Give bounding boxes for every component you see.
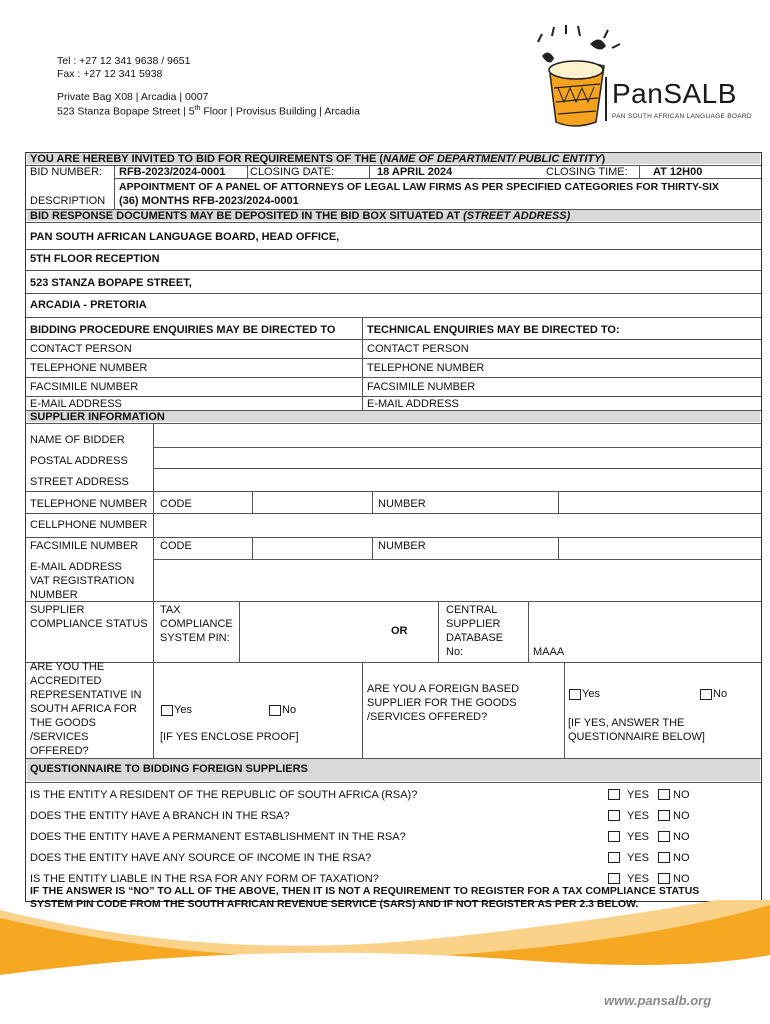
or-label: OR	[391, 625, 408, 637]
vat-label-2: NUMBER	[30, 589, 78, 601]
logo-subtitle: PAN SOUTH AFRICAN LANGUAGE BOARD	[612, 113, 752, 120]
accredited-no-label: No	[282, 704, 297, 716]
foreign-no-label: No	[713, 688, 728, 700]
question-4-no-label: NO	[673, 852, 690, 864]
question-1-no-label: NO	[673, 789, 690, 801]
foreign-line-1: ARE YOU A FOREIGN BASED	[367, 683, 520, 695]
compliance-label-1: SUPPLIER	[30, 604, 85, 616]
accredited-line-5: THE GOODS	[30, 717, 97, 729]
deposit-line-1: PAN SOUTH AFRICAN LANGUAGE BOARD, HEAD OFFICE,	[30, 231, 340, 243]
csd-label-1: CENTRAL	[446, 604, 498, 616]
technical-telephone: TELEPHONE NUMBER	[367, 362, 485, 374]
cellphone-number-label: CELLPHONE NUMBER	[30, 519, 148, 531]
bidding-enquiries-title: BIDDING PROCEDURE ENQUIRIES MAY BE DIRECTED TO	[30, 324, 336, 336]
logo-divider	[605, 77, 607, 121]
postal-address-label: POSTAL ADDRESS	[30, 455, 128, 467]
facsimile-code-label: CODE	[160, 540, 192, 552]
deposit-label: BID RESPONSE DOCUMENTS MAY BE DEPOSITED IN THE BID BOX SITUATED AT (STREET ADDRESS)	[30, 210, 571, 222]
tax-label-2: COMPLIANCE	[160, 618, 233, 630]
invite-text: YOU ARE HEREBY INVITED TO BID FOR REQUIREMENTS OF THE (NAME OF DEPARTMENT/ PUBLIC ENTITY)	[30, 153, 606, 165]
question-5-yes-checkbox[interactable]	[608, 873, 620, 884]
description-label: DESCRIPTION	[30, 195, 106, 207]
bidding-contact-person: CONTACT PERSON	[30, 343, 132, 355]
facsimile-number-label: FACSIMILE NUMBER	[30, 540, 139, 552]
accredited-line-2: ACCREDITED	[30, 675, 102, 687]
question-1-no-checkbox[interactable]	[658, 789, 670, 800]
accredited-line-6: /SERVICES	[30, 731, 89, 743]
question-3-no-checkbox[interactable]	[658, 831, 670, 842]
name-of-bidder-label: NAME OF BIDDER	[30, 434, 125, 446]
enclose-proof-note: [IF YES ENCLOSE PROOF]	[160, 731, 299, 743]
compliance-label-2: COMPLIANCE STATUS	[30, 618, 148, 630]
questionnaire-note-line-2: SYSTEM PIN CODE FROM THE SOUTH AFRICAN REVENUE SERVICE (SARS) AND IF NOT REGISTER AS PER 2.3 BELOW.	[30, 898, 639, 910]
bid-number-label: BID NUMBER:	[30, 166, 103, 178]
question-3-yes-label: YES	[627, 831, 650, 843]
accredited-line-4: SOUTH AFRICA FOR	[30, 703, 137, 715]
supplier-info-title: SUPPLIER INFORMATION	[30, 411, 165, 423]
bid-number-value: RFB-2023/2024-0001	[119, 166, 226, 178]
question-5-no-label: NO	[673, 873, 690, 885]
question-1-yes-label: YES	[627, 789, 650, 801]
question-5: IS THE ENTITY LIABLE IN THE RSA FOR ANY FORM OF TAXATION?	[30, 873, 379, 885]
question-1-yes-checkbox[interactable]	[608, 789, 620, 800]
facsimile-number-sublabel: NUMBER	[378, 540, 426, 552]
question-4-no-checkbox[interactable]	[658, 852, 670, 863]
accredited-yes-checkbox[interactable]	[161, 705, 173, 716]
maaa-prefix: MAAA	[533, 646, 565, 658]
header-address-2: 523 Stanza Bopape Street | 5th Floor | Provisus Building | Arcadia	[57, 105, 360, 118]
deposit-line-2: 5TH FLOOR RECEPTION	[30, 253, 160, 265]
logo-name: PanSALB	[612, 78, 737, 109]
description-line-1: APPOINTMENT OF A PANEL OF ATTORNEYS OF LEGAL LAW FIRMS AS PER SPECIFIED CATEGORIES FOR THIRTY-SIX	[119, 181, 719, 193]
vat-label-1: VAT REGISTRATION	[30, 575, 135, 587]
questionnaire-title: QUESTIONNAIRE TO BIDDING FOREIGN SUPPLIERS	[30, 763, 308, 775]
closing-date-label: CLOSING DATE:	[250, 166, 335, 178]
description-line-2: (36) MONTHS RFB-2023/2024-0001	[119, 195, 299, 207]
question-3-yes-checkbox[interactable]	[608, 831, 620, 842]
question-2-yes-checkbox[interactable]	[608, 810, 620, 821]
questionnaire-note-2: QUESTIONNAIRE BELOW]	[568, 731, 705, 743]
question-4-yes-label: YES	[627, 852, 650, 864]
header-address-1: Private Bag X08 | Arcadia | 0007	[57, 91, 209, 103]
bidding-facsimile: FACSIMILE NUMBER	[30, 381, 139, 393]
csd-label-3: DATABASE	[446, 632, 504, 644]
technical-facsimile: FACSIMILE NUMBER	[367, 381, 476, 393]
bidding-telephone: TELEPHONE NUMBER	[30, 362, 148, 374]
street-address-label: STREET ADDRESS	[30, 476, 129, 488]
accredited-line-3: REPRESENTATIVE IN	[30, 689, 142, 701]
tax-label-3: SYSTEM PIN:	[160, 632, 230, 644]
foreign-line-3: /SERVICES OFFERED?	[367, 711, 488, 723]
footer-url[interactable]: www.pansalb.org	[604, 993, 712, 1008]
bid-form	[25, 152, 762, 910]
question-2: DOES THE ENTITY HAVE A BRANCH IN THE RSA?	[30, 810, 290, 822]
tax-label-1: TAX	[160, 604, 181, 616]
telephone-number-label: TELEPHONE NUMBER	[30, 498, 148, 510]
telephone-code-label: CODE	[160, 498, 192, 510]
question-2-yes-label: YES	[627, 810, 650, 822]
closing-date-value: 18 APRIL 2024	[377, 166, 453, 178]
question-3: DOES THE ENTITY HAVE A PERMANENT ESTABLISHMENT IN THE RSA?	[30, 831, 406, 843]
technical-enquiries-title: TECHNICAL ENQUIRIES MAY BE DIRECTED TO:	[367, 324, 620, 336]
questionnaire-note-line-1: IF THE ANSWER IS “NO” TO ALL OF THE ABOVE, THEN IT IS NOT A REQUIREMENT TO REGISTER FOR A TAX COMPLIANCE STATUS	[30, 885, 700, 897]
header-tel: Tel : +27 12 341 9638 / 9651	[57, 55, 191, 67]
foreign-no-checkbox[interactable]	[700, 689, 712, 700]
foreign-yes-label: Yes	[582, 688, 600, 700]
accredited-yes-label: Yes	[174, 704, 192, 716]
question-2-no-label: NO	[673, 810, 690, 822]
accredited-no-checkbox[interactable]	[269, 705, 281, 716]
question-5-yes-label: YES	[627, 873, 650, 885]
questionnaire-note-1: [IF YES, ANSWER THE	[568, 717, 685, 729]
header-fax: Fax : +27 12 341 5938	[57, 68, 163, 80]
deposit-line-3: 523 STANZA BOPAPE STREET,	[30, 277, 192, 289]
technical-email: E-MAIL ADDRESS	[367, 398, 459, 410]
closing-time-value: AT 12H00	[653, 166, 703, 178]
bidding-email: E-MAIL ADDRESS	[30, 398, 122, 410]
question-4: DOES THE ENTITY HAVE ANY SOURCE OF INCOME IN THE RSA?	[30, 852, 372, 864]
question-4-yes-checkbox[interactable]	[608, 852, 620, 863]
closing-time-label: CLOSING TIME:	[546, 166, 628, 178]
telephone-number-sublabel: NUMBER	[378, 498, 426, 510]
question-3-no-label: NO	[673, 831, 690, 843]
foreign-line-2: SUPPLIER FOR THE GOODS	[367, 697, 517, 709]
deposit-line-4: ARCADIA - PRETORIA	[30, 299, 147, 311]
email-address-label: E-MAIL ADDRESS	[30, 561, 122, 573]
csd-label-4: No:	[446, 646, 464, 658]
question-5-no-checkbox[interactable]	[658, 873, 670, 884]
accredited-line-1: ARE YOU THE	[30, 661, 105, 673]
technical-contact-person: CONTACT PERSON	[367, 343, 469, 355]
accredited-line-7: OFFERED?	[30, 745, 89, 757]
question-1: IS THE ENTITY A RESIDENT OF THE REPUBLIC OF SOUTH AFRICA (RSA)?	[30, 789, 418, 801]
foreign-yes-checkbox[interactable]	[569, 689, 581, 700]
csd-label-2: SUPPLIER	[446, 618, 501, 630]
drum-icon	[538, 25, 620, 126]
question-2-no-checkbox[interactable]	[658, 810, 670, 821]
